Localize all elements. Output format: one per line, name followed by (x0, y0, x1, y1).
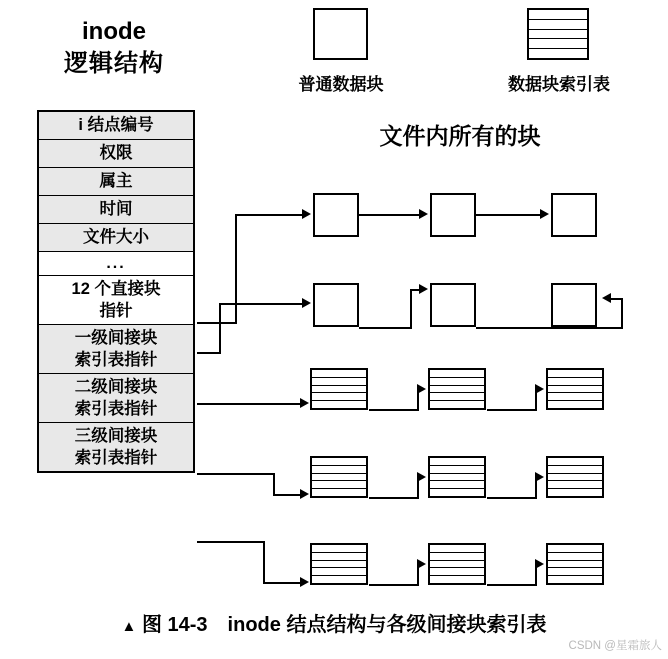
index-block-r3c3 (546, 368, 604, 410)
link-r2c1-to-r2c2-v (410, 290, 412, 329)
inode-row-direct-pointers-l2: 指针 (99, 302, 133, 320)
arrow-r1c1-to-r1c2 (419, 209, 428, 219)
link-direct-to-r2-h1 (197, 352, 221, 354)
arrow-r3c2-to-r3c3 (535, 384, 544, 394)
link-r5c2-to-r5c3-h1 (487, 584, 537, 586)
data-block-r2c1 (313, 283, 359, 327)
index-block-r5c2 (428, 543, 486, 585)
arrow-double-indirect-to-r4 (300, 489, 309, 499)
caption-marker: ▲ (121, 618, 137, 635)
link-r4c1-to-r4c2-h1 (369, 497, 419, 499)
link-direct-to-r2-h2 (219, 303, 303, 305)
inode-row-triple-indirect (39, 423, 193, 471)
arrow-r3c1-to-r3c2 (417, 384, 426, 394)
arrow-single-indirect-to-r3 (300, 398, 309, 408)
inode-row-triple-indirect-l1: 三级间接块 (74, 427, 158, 445)
inode-row-direct-pointers-l1: 12 个直接块 (71, 280, 161, 298)
inode-row-double-indirect (39, 374, 193, 423)
link-double-indirect-h2 (273, 494, 301, 496)
data-block-r2c3 (551, 283, 597, 327)
link-double-indirect-v (273, 473, 275, 496)
inode-row-double-indirect-l1: 二级间接块 (74, 378, 158, 396)
blocks-area-heading: 文件内所有的块 (379, 123, 541, 149)
link-triple-indirect-v (263, 541, 265, 584)
link-direct-to-r1-h2 (235, 214, 303, 216)
link-triple-indirect-h1 (197, 541, 265, 543)
arrow-direct-to-r2 (302, 298, 311, 308)
link-r3c2-to-r3c3-h1 (487, 409, 537, 411)
inode-title (30, 16, 198, 80)
striped-block-icon (527, 8, 589, 60)
link-r2c2-to-r2c3-h1 (476, 327, 623, 329)
link-double-indirect-h1 (197, 473, 275, 475)
caption-text: 图 14-3 inode 结点结构与各级间接块索引表 (141, 614, 547, 636)
link-r1c2-to-r1c3 (476, 214, 541, 216)
link-r2c1-to-r2c2-h1 (359, 327, 412, 329)
link-direct-to-r1-v (235, 215, 237, 324)
arrow-r4c2-to-r4c3 (535, 472, 544, 482)
inode-structure-table (37, 110, 195, 473)
link-direct-to-r2-v (219, 304, 221, 354)
inode-row-filesize: 文件大小 (39, 224, 193, 252)
inode-row-number: i 结点编号 (39, 112, 193, 140)
index-block-r4c3 (546, 456, 604, 498)
watermark: CSDN @星霜旅人 (568, 640, 662, 652)
square-block-icon (313, 8, 368, 60)
inode-row-direct-pointers (39, 276, 193, 325)
link-r2c2-to-r2c3-h2 (611, 298, 623, 300)
arrow-r5c2-to-r5c3 (535, 559, 544, 569)
index-block-r3c1 (310, 368, 368, 410)
inode-row-permissions: 权限 (39, 140, 193, 168)
data-block-r2c2 (430, 283, 476, 327)
inode-title-line1: inode (82, 18, 146, 45)
link-r4c2-to-r4c3-h1 (487, 497, 537, 499)
inode-row-ellipsis: ... (39, 252, 193, 276)
link-r1c1-to-r1c2 (359, 214, 420, 216)
arrow-r1c2-to-r1c3 (540, 209, 549, 219)
legend-index-block-label: 数据块索引表 (508, 75, 610, 94)
index-block-r5c1 (310, 543, 368, 585)
index-block-r5c3 (546, 543, 604, 585)
inode-row-time: 时间 (39, 196, 193, 224)
index-block-r3c2 (428, 368, 486, 410)
legend-plain-block-label: 普通数据块 (298, 75, 384, 94)
arrow-triple-indirect-to-r5 (300, 577, 309, 587)
arrow-r4c1-to-r4c2 (417, 472, 426, 482)
index-block-r4c1 (310, 456, 368, 498)
figure-caption (0, 608, 668, 637)
link-r2c2-to-r2c3-v (621, 299, 623, 328)
inode-row-single-indirect (39, 325, 193, 374)
arrow-direct-to-r1 (302, 209, 311, 219)
link-r5c1-to-r5c2-h1 (369, 584, 419, 586)
data-block-r1c1 (313, 193, 359, 237)
link-direct-to-r1-h1 (197, 322, 237, 324)
inode-row-owner: 属主 (39, 168, 193, 196)
link-r3c1-to-r3c2-h1 (369, 409, 419, 411)
inode-row-single-indirect-l1: 一级间接块 (74, 329, 158, 347)
arrow-r2c2-to-r2c3 (602, 293, 611, 303)
arrow-r5c1-to-r5c2 (417, 559, 426, 569)
data-block-r1c3 (551, 193, 597, 237)
inode-row-single-indirect-l2: 索引表指针 (74, 351, 158, 369)
inode-row-double-indirect-l2: 索引表指针 (74, 400, 158, 418)
link-single-indirect-to-r3 (197, 403, 301, 405)
link-triple-indirect-h2 (263, 582, 301, 584)
data-block-r1c2 (430, 193, 476, 237)
arrow-r2c1-to-r2c2 (419, 284, 428, 294)
inode-row-triple-indirect-l2: 索引表指针 (74, 449, 158, 467)
index-block-r4c2 (428, 456, 486, 498)
inode-title-line2: 逻辑结构 (64, 50, 164, 77)
